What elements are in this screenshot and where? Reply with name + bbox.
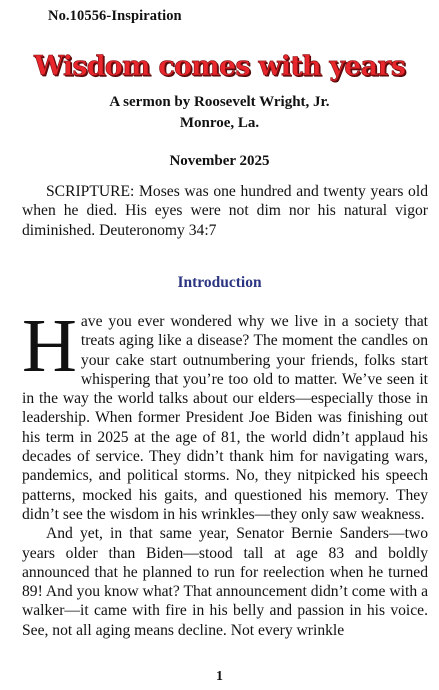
- drop-cap: H: [22, 304, 77, 388]
- intro-paragraph-1-text: ave you ever wondered why we live in a society that treats aging like a disease? The moment the candles on your cake start outnumbering your friends, folks start whispering that you’re too old to matter. We’ve seen it in the way the world talks about our elders—especially those in leadership. When former President Joe Biden was finishing out his term in 2025 at the age of 81, the world didn’t applaud his decades of service. They didn’t thank him for navigating wars, pandemics, and political storms. No, they nitpicked his speech patterns, mocked his gaits, and questioned his memory. They didn’t see the wisdom in his wrinkles—they only saw weakness.: [22, 313, 428, 523]
- scripture-text: SCRIPTURE: Moses was one hundred and twenty years old when he died. His eyes were not dim nor his natural vigor diminished. Deuteronomy 34:7: [22, 183, 428, 239]
- scripture-block: [22, 182, 428, 240]
- intro-paragraph-1: [22, 304, 428, 524]
- introduction-body: [22, 304, 428, 640]
- location-line: Monroe, La.: [179, 115, 260, 131]
- intro-paragraph-2: And yet, in that same year, Senator Bernie Sanders—two years older than Biden—stood tall at age 83 and boldly announced that he planned to run for reelection when he turned 89! And you know what? That announcement didn’t come with a walker—it came with fire in his belly and passion in his voice. See, not all aging means decline. Not every wrinkle: [22, 525, 428, 639]
- sermon-title: Wisdom comes with years: [33, 51, 406, 82]
- author-byline: A sermon by Roosevelt Wright, Jr.: [109, 94, 330, 110]
- document-number: No.10556-Inspiration: [48, 8, 182, 24]
- section-heading: Introduction: [177, 274, 262, 291]
- page-number: 1: [216, 669, 223, 684]
- sermon-date: November 2025: [169, 153, 270, 169]
